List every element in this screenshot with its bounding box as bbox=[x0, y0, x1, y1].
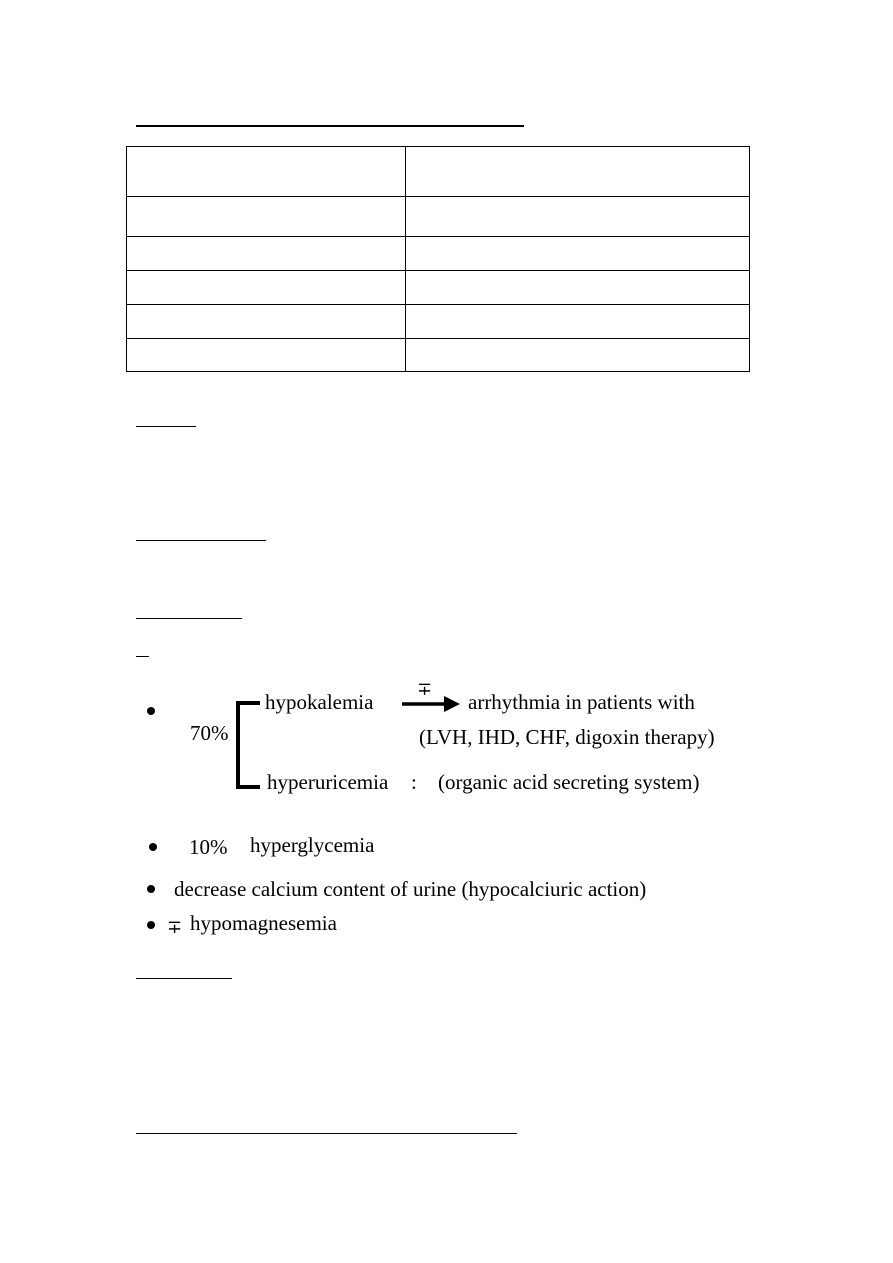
conditions-label: (LVH, IHD, CHF, digoxin therapy) bbox=[419, 725, 715, 749]
bullet-dot-icon bbox=[147, 921, 155, 929]
percent-70-label: 70% bbox=[190, 721, 229, 745]
mechanism-label: (organic acid secreting system) bbox=[438, 770, 700, 794]
bullet-dot-icon bbox=[149, 843, 157, 851]
table-row bbox=[127, 196, 749, 197]
hyperuricemia-separator: : bbox=[411, 770, 417, 794]
calcium-label: decrease calcium content of urine (hypocalciuric action) bbox=[174, 877, 647, 901]
minus-plus-sign: ∓ bbox=[417, 679, 433, 699]
section-underline-6 bbox=[136, 1133, 517, 1134]
comparison-table bbox=[126, 146, 750, 372]
minus-plus-sign: ∓ bbox=[167, 917, 183, 937]
table-row bbox=[127, 236, 749, 237]
table-row bbox=[127, 270, 749, 271]
title-underline bbox=[136, 125, 524, 127]
section-underline-1 bbox=[136, 426, 196, 427]
table-row bbox=[127, 338, 749, 339]
bullet-dot-icon bbox=[147, 707, 155, 715]
hyperuricemia-label: hyperuricemia bbox=[267, 770, 389, 794]
hyperglycemia-label: hyperglycemia bbox=[250, 833, 375, 857]
hypomagnesemia-label: hypomagnesemia bbox=[190, 911, 337, 935]
section-underline-2 bbox=[136, 540, 266, 541]
hypokalemia-label: hypokalemia bbox=[265, 690, 374, 714]
percent-10-label: 10% bbox=[189, 835, 228, 859]
table-row bbox=[127, 304, 749, 305]
arrhythmia-label: arrhythmia in patients with bbox=[468, 690, 695, 714]
left-bracket-icon bbox=[236, 701, 260, 789]
section-underline-3 bbox=[136, 618, 242, 619]
section-underline-5 bbox=[136, 978, 232, 979]
right-arrow-icon bbox=[402, 694, 462, 714]
bullet-dot-icon bbox=[147, 885, 155, 893]
section-underline-4 bbox=[136, 656, 149, 657]
